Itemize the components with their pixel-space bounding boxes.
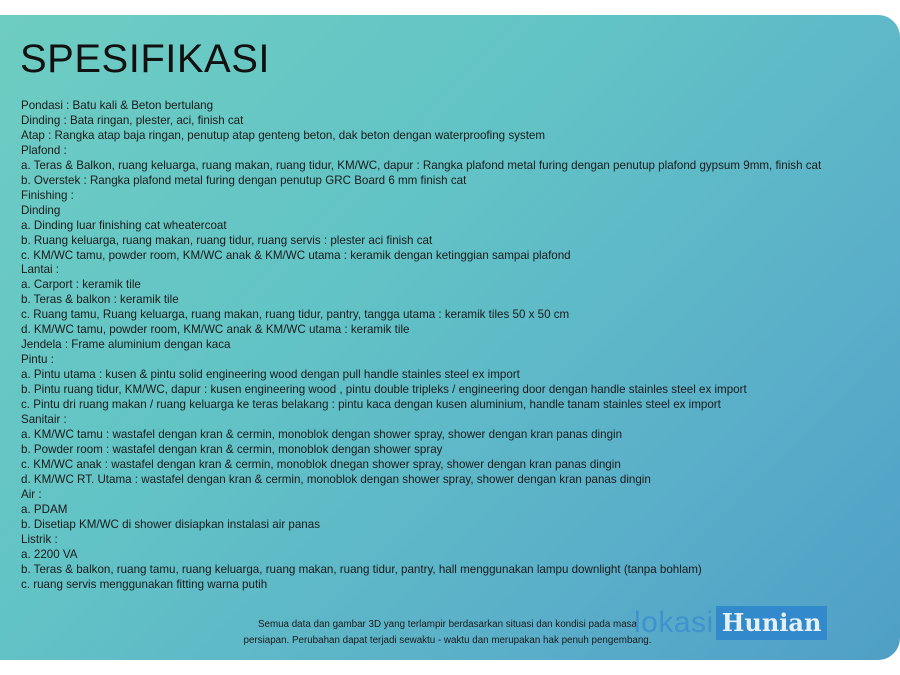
spec-line: b. Teras & balkon : keramik tile — [21, 293, 179, 307]
disclaimer-line: Semua data dan gambar 3D yang terlampir berdasarkan situasi dan kondisi pada masa — [257, 619, 638, 630]
spec-line: b. Powder room : wastafel dengan kran & cermin, monoblok dengan shower spray — [21, 442, 443, 456]
spec-line: a. KM/WC tamu : wastafel dengan kran & cermin, monoblok dengan shower spray, shower dengan kran panas dingin — [21, 427, 623, 441]
watermark-logo — [634, 605, 827, 641]
spec-line: Pondasi : Batu kali & Beton bertulang — [21, 99, 214, 112]
spec-line: c. ruang servis menggunakan fitting warna putih — [21, 577, 268, 591]
page-title: SPESIFIKASI — [20, 37, 271, 81]
spec-line: Air : — [21, 487, 42, 501]
spec-line: c. KM/WC anak : wastafel dengan kran & cermin, monoblok dnegan shower spray, shower dengan kran panas dingin — [21, 457, 621, 471]
spec-line: c. KM/WC tamu, powder room, KM/WC anak & KM/WC utama : keramik dengan ketinggian sampai plafond — [21, 248, 571, 262]
spec-list — [21, 99, 881, 592]
spec-line: Lantai : — [21, 263, 60, 277]
disclaimer — [215, 617, 680, 649]
spec-line: Finishing : — [21, 188, 74, 202]
spec-line: c. Pintu dri ruang makan / ruang keluarga ke teras belakang : pintu kaca dengan kusen aluminium, handle tanam stainles steel ex import — [21, 398, 721, 412]
spec-line: b. Teras & balkon, ruang tamu, ruang keluarga, ruang makan, ruang tidur, pantry, hall menggunakan lampu downlight (tanpa bohlam) — [21, 562, 702, 576]
watermark-text-lokasi: lokasi — [634, 606, 714, 639]
spec-line: Dinding — [21, 203, 61, 217]
spec-line: Atap : Rangka atap baja ringan, penutup atap genteng beton, dak beton dengan waterproofing system — [21, 128, 546, 142]
spec-line: d. KM/WC tamu, powder room, KM/WC anak & KM/WC utama : keramik tile — [21, 323, 410, 337]
spec-line: Pintu : — [21, 353, 54, 367]
watermark-text-hunian: Hunian — [716, 606, 828, 640]
spec-line: Dinding : Bata ringan, plester, aci, finish cat — [21, 113, 244, 127]
spec-line: b. Pintu ruang tidur, KM/WC, dapur : kusen engineering wood , pintu double tripleks / engineering door dengan handle stainles steel ex import — [21, 383, 747, 397]
spec-panel — [0, 15, 900, 660]
spec-line: c. Ruang tamu, Ruang keluarga, ruang makan, ruang tidur, pantry, tangga utama : keramik tiles 50 x 50 cm — [21, 308, 570, 322]
spec-line: Listrik : — [21, 532, 58, 546]
disclaimer-line: persiapan. Perubahan dapat terjadi sewaktu - waktu dan merupakan hak penuh pengembang. — [243, 635, 652, 646]
spec-line: a. Pintu utama : kusen & pintu solid engineering wood dengan pull handle stainles steel ex import — [21, 368, 520, 382]
spec-line: Plafond : — [21, 143, 67, 157]
spec-line: a. Carport : keramik tile — [21, 278, 141, 292]
spec-line: a. PDAM — [21, 502, 68, 516]
spec-line: b. Overstek : Rangka plafond metal furing dengan penutup GRC Board 6 mm finish cat — [21, 173, 467, 187]
spec-line: a. Teras & Balkon, ruang keluarga, ruang makan, ruang tidur, KM/WC, dapur : Rangka plafond metal furing dengan penutup plafond gypsum 9mm, finish cat — [21, 158, 822, 172]
spec-line: a. Dinding luar finishing cat wheatercoat — [21, 218, 227, 232]
spec-line: b. Ruang keluarga, ruang makan, ruang tidur, ruang servis : plester aci finish cat — [21, 233, 433, 247]
spec-line: b. Disetiap KM/WC di shower disiapkan instalasi air panas — [21, 517, 320, 531]
spec-line: Jendela : Frame aluminium dengan kaca — [21, 338, 231, 352]
spec-line: Sanitair : — [21, 413, 67, 427]
spec-line: a. 2200 VA — [21, 547, 78, 561]
spec-line: d. KM/WC RT. Utama : wastafel dengan kran & cermin, monoblok dengan shower spray, shower dengan kran panas dingin — [21, 472, 651, 486]
